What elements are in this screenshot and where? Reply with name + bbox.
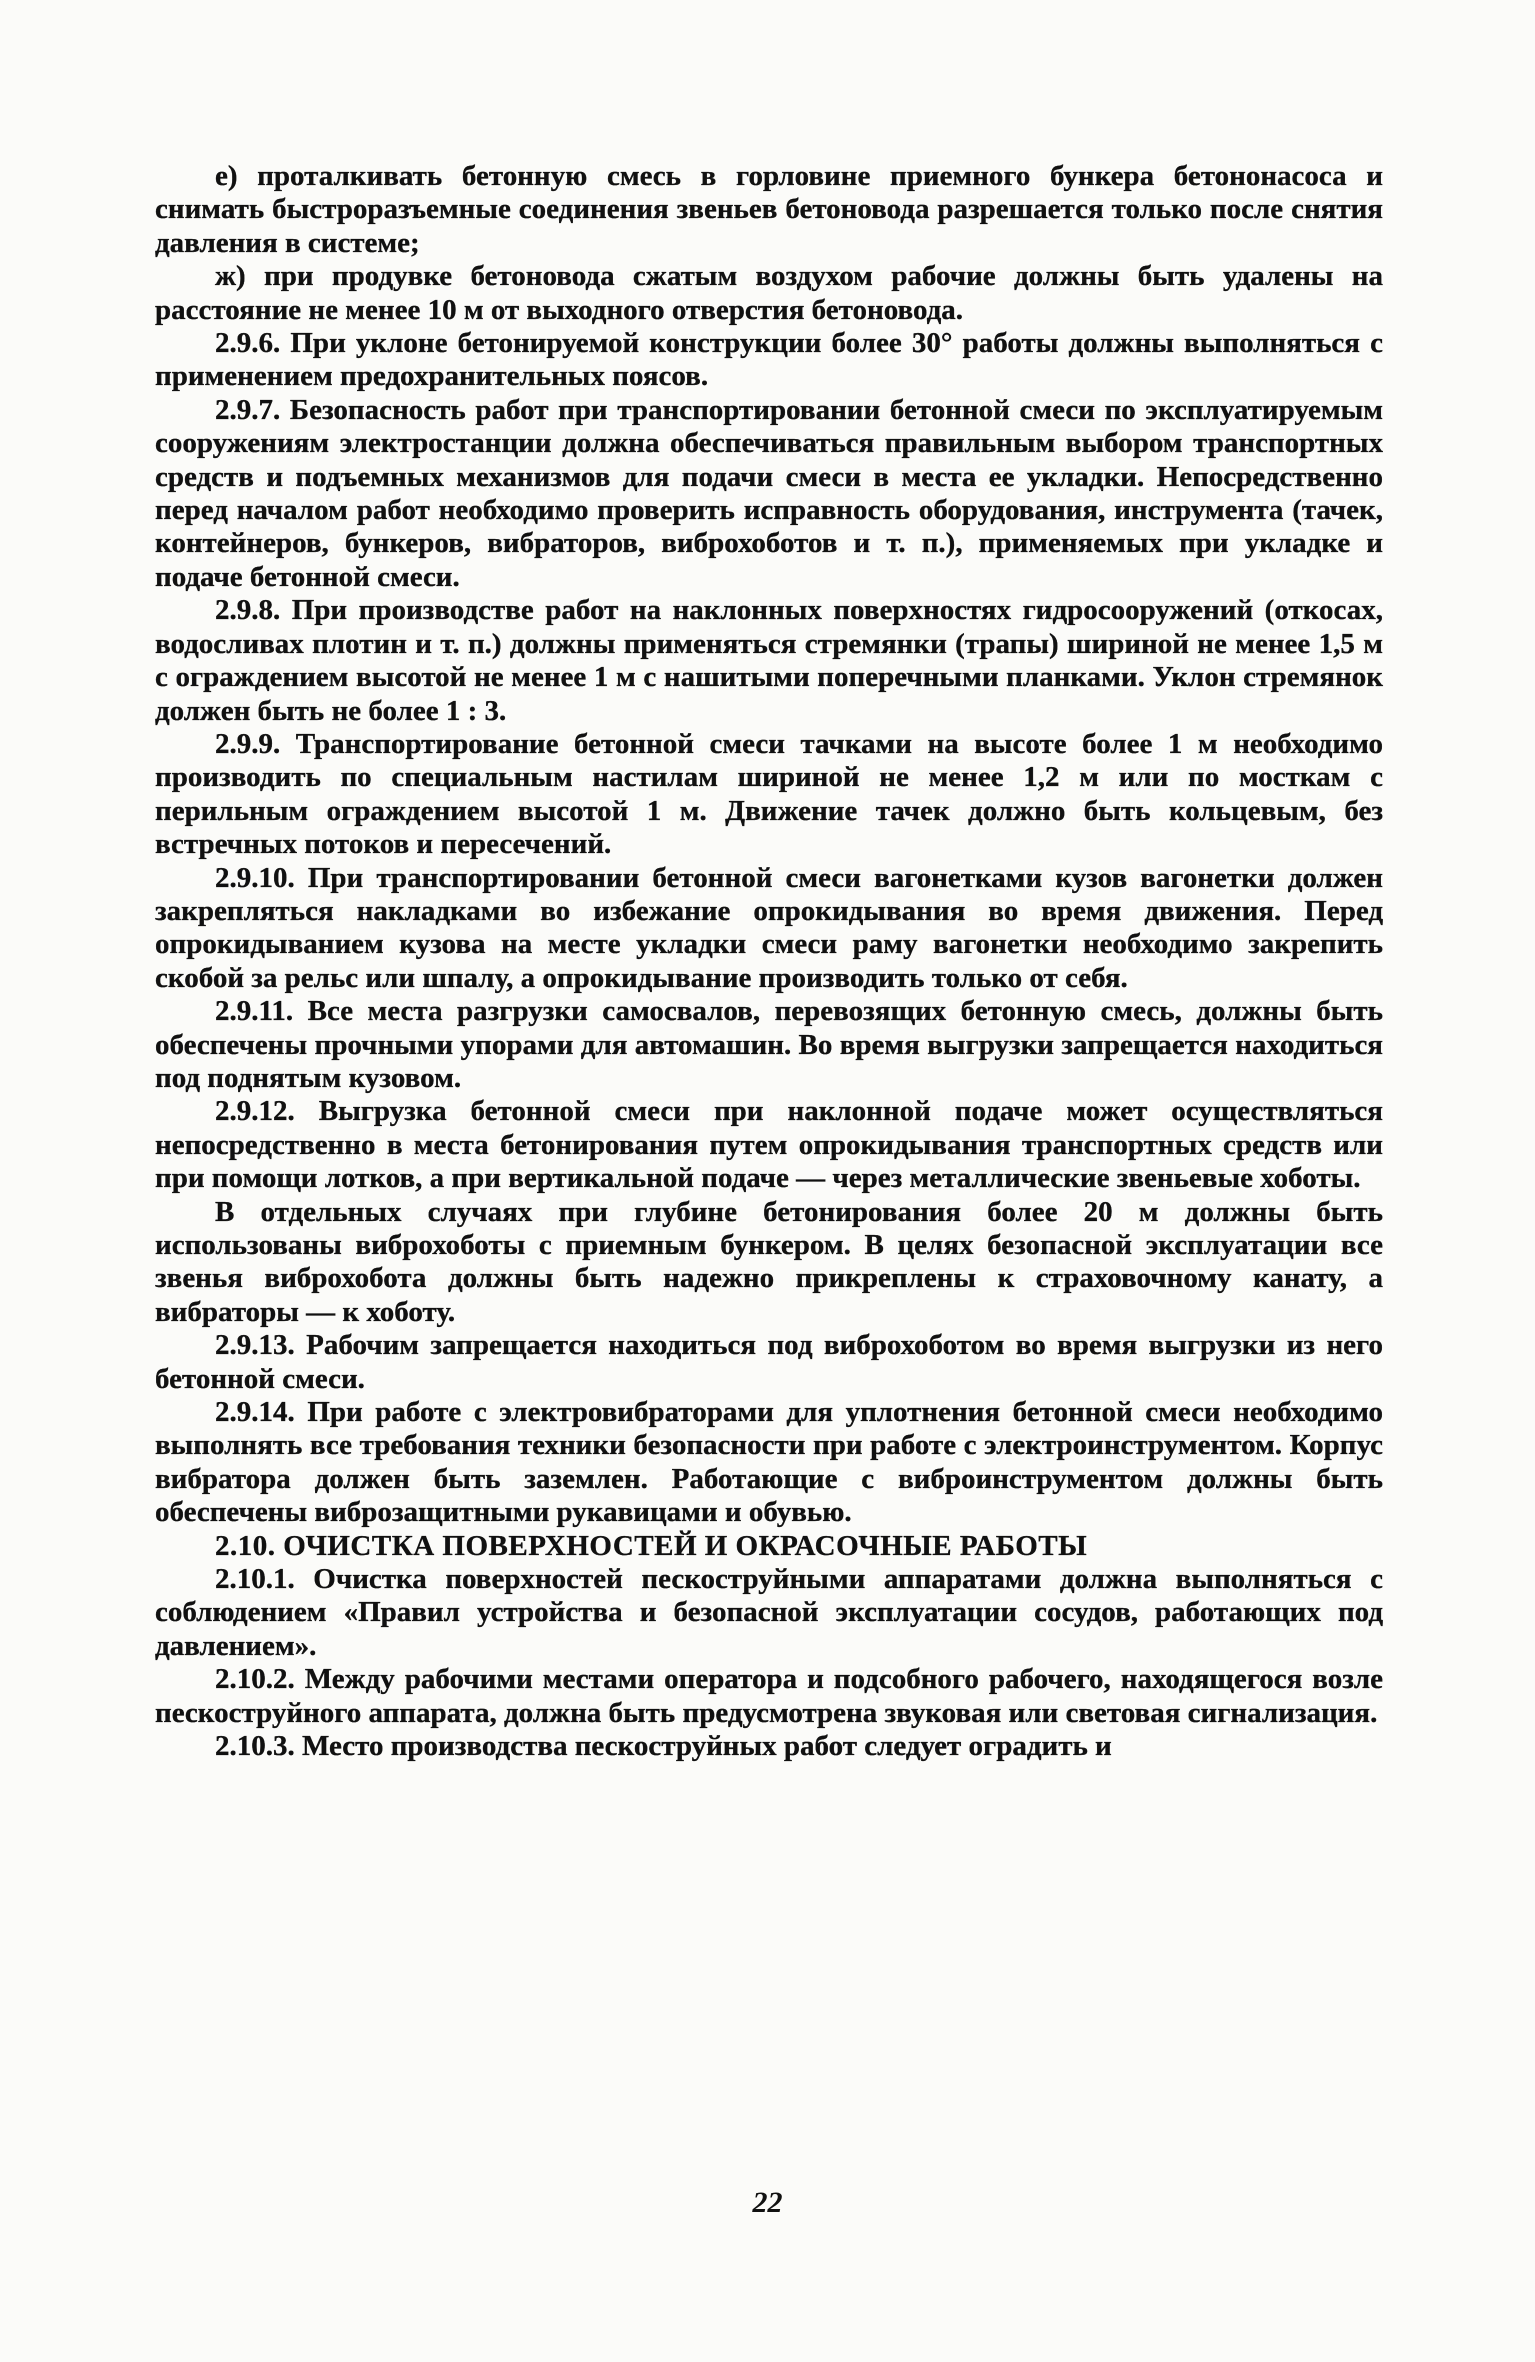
paragraph-2-9-10: 2.9.10. При транспортировании бетонной смеси вагонетками кузов вагонетки должен закрепляться накладками во избежание опрокидывания во время движения. Перед опрокидыванием кузова на месте укладки смеси раму вагонетки необходимо закрепить скобой за рельс или шпалу, а опрокидывание производить только от себя.: [155, 861, 1383, 994]
body-text: [155, 160, 1383, 1764]
page-number: 22: [752, 2186, 783, 2219]
paragraph-2-9-9: 2.9.9. Транспортирование бетонной смеси тачками на высоте более 1 м необходимо производить по специальным настилам шириной не менее 1,2 м или по мосткам с перильным ограждением высотой 1 м. Движение тачек должно быть кольцевым, без встречных потоков и пересечений.: [155, 727, 1383, 861]
paragraph-2-9-6: 2.9.6. При уклоне бетонируемой конструкции более 30° работы должны выполняться с применением предохранительных поясов.: [155, 327, 1383, 393]
paragraph-2-9-8: 2.9.8. При производстве работ на наклонных поверхностях гидросооружений (откосах, водосливах плотин и т. п.) должны применяться стремянки (трапы) шириной не менее 1,5 м с ограждением высотой не менее 1 м с нашитыми поперечными планками. Уклон стремянок должен быть не более 1 : 3.: [155, 594, 1383, 727]
paragraph-2-9-14: 2.9.14. При работе с электровибраторами для уплотнения бетонной смеси необходимо выполнять все требования техники безопасности при работе с электроинструментом. Корпус вибратора должен быть заземлен. Работающие с виброинструментом должны быть обеспечены виброзащитными рукавицами и обувью.: [155, 1396, 1383, 1529]
paragraph-item-e: е) проталкивать бетонную смесь в горловине приемного бункера бетононасоса и снимать быстроразъемные соединения звеньев бетоновода разрешается только после снятия давления в системе;: [155, 160, 1383, 259]
paragraph-2-10-3: 2.10.3. Место производства пескоструйных работ следует оградить и: [215, 1730, 1112, 1763]
paragraph-2-10-2: 2.10.2. Между рабочими местами оператора и подсобного рабочего, находящегося возле пескоструйного аппарата, должна быть предусмотрена звуковая или световая сигнализация.: [155, 1663, 1383, 1729]
paragraph-2-9-11: 2.9.11. Все места разгрузки самосвалов, перевозящих бетонную смесь, должны быть обеспечены прочными упорами для автомашин. Во время выгрузки запрещается находиться под поднятым кузовом.: [155, 995, 1383, 1094]
section-heading: 2.10. ОЧИСТКА ПОВЕРХНОСТЕЙ И ОКРАСОЧНЫЕ РАБОТЫ: [215, 1529, 1088, 1562]
paragraph-2-9-13: 2.9.13. Рабочим запрещается находиться под виброхоботом во время выгрузки из него бетонной смеси.: [155, 1329, 1383, 1395]
paragraph-2-10-1: 2.10.1. Очистка поверхностей пескоструйными аппаратами должна выполняться с соблюдением «Правил устройства и безопасной эксплуатации сосудов, работающих под давлением».: [155, 1563, 1383, 1662]
paragraph-2-9-7: 2.9.7. Безопасность работ при транспортировании бетонной смеси по эксплуатируемым сооружениям электростанции должна обеспечиваться правильным выбором транспортных средств и подъемных механизмов для подачи смеси в места ее укладки. Непосредственно перед началом работ необходимо проверить исправность оборудования, инструмента (тачек, контейнеров, бункеров, вибраторов, виброхоботов и т. п.), применяемых при укладке и подаче бетонной смеси.: [155, 393, 1383, 593]
paragraph-item-zh: ж) при продувке бетоновода сжатым воздухом рабочие должны быть удалены на расстояние не менее 10 м от выходного отверстия бетоновода.: [155, 260, 1383, 326]
paragraph-2-9-12-cont: В отдельных случаях при глубине бетонирования более 20 м должны быть использованы виброхоботы с приемным бункером. В целях безопасной эксплуатации все звенья виброхобота должны быть надежно прикреплены к страховочному канату, а вибраторы — к хоботу.: [155, 1195, 1383, 1328]
paragraph-2-9-12: 2.9.12. Выгрузка бетонной смеси при наклонной подаче может осуществляться непосредственно в места бетонирования путем опрокидывания транспортных средств или при помощи лотков, а при вертикальной подаче — через металлические звеньевые хоботы.: [155, 1095, 1383, 1195]
